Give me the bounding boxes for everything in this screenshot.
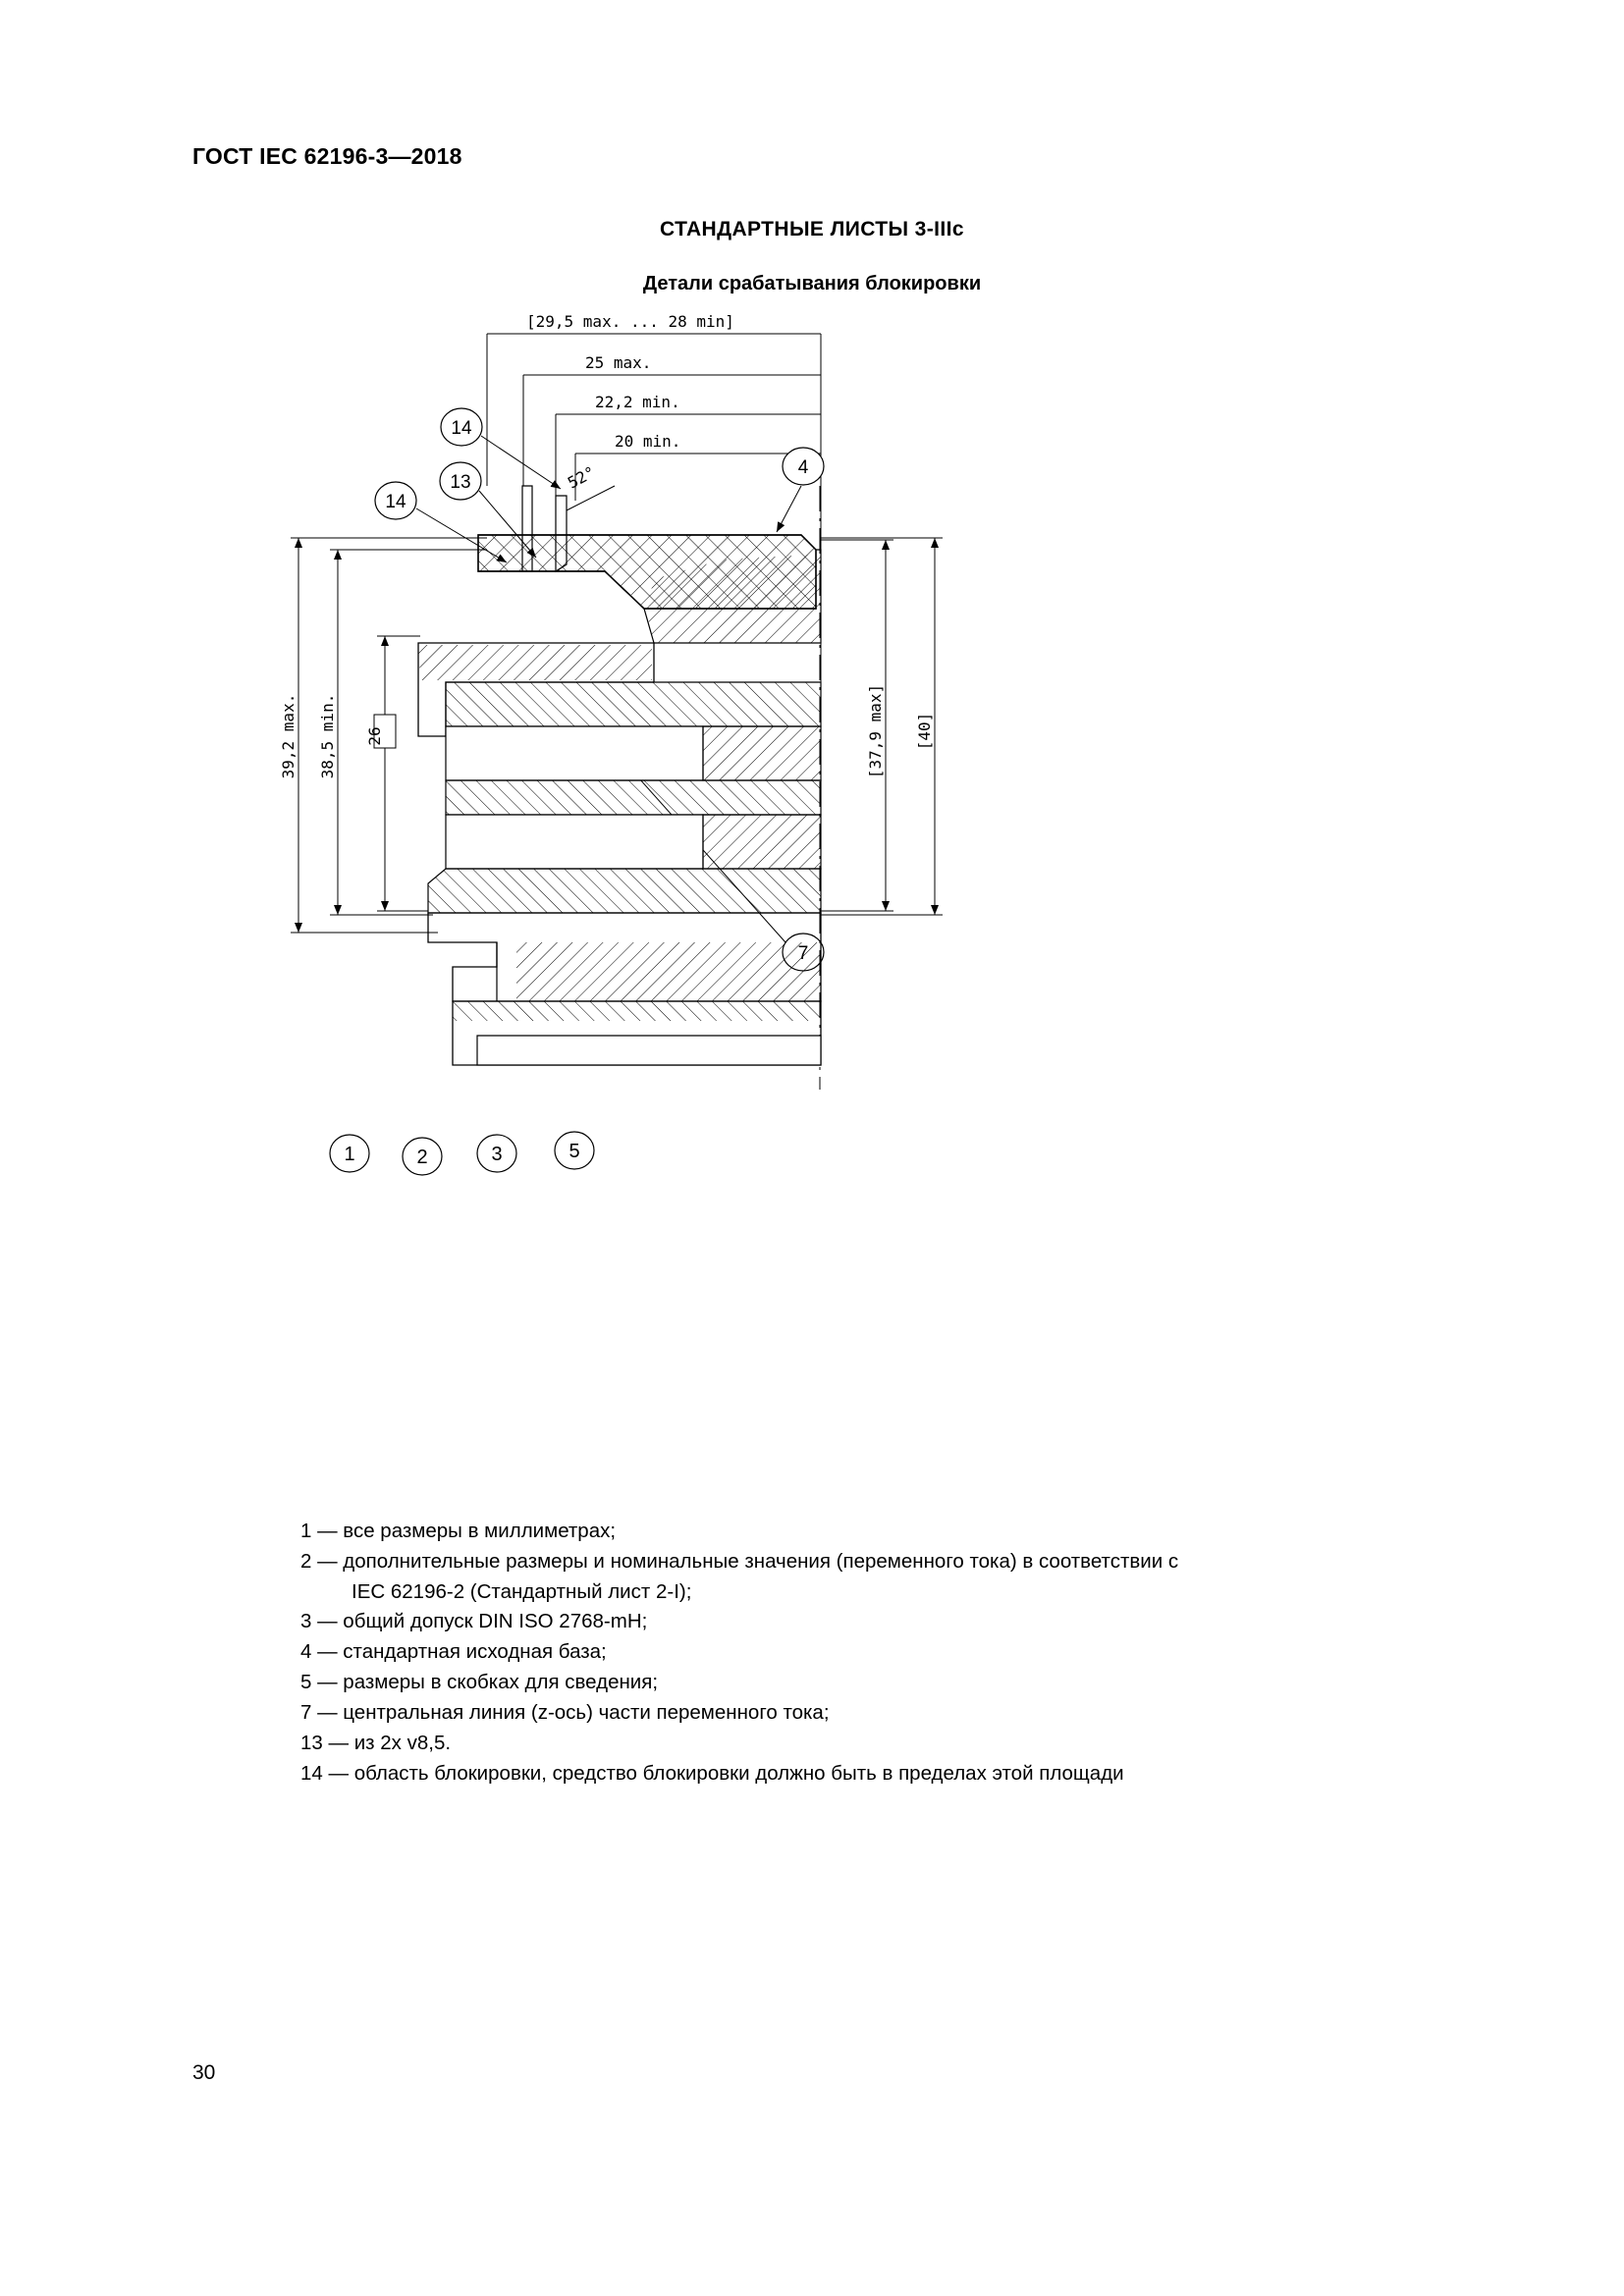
dimension-379 [821, 540, 893, 911]
dimension-label-379: [37,9 max] [866, 683, 885, 779]
note-key-3: 3 — [300, 1610, 344, 1632]
callout-4-label: 4 [797, 457, 809, 478]
pocket-2 [446, 815, 703, 869]
lower-step-hatch [516, 942, 821, 1001]
dimension-label-angle: 52° [564, 462, 599, 493]
drawing-svg [192, 314, 1432, 1492]
bottom-bubble-2 [403, 1138, 442, 1175]
note-text-3: общий допуск DIN ISO 2768-mH; [343, 1610, 648, 1632]
callout-14-upper-label: 14 [451, 418, 472, 439]
dimension-label-20: 20 min. [615, 432, 681, 451]
dimension-label-25: 25 max. [585, 353, 652, 372]
note-item-7 [300, 1698, 1430, 1728]
bottom-lip [477, 1036, 821, 1065]
note-key-1: 1 — [300, 1520, 344, 1542]
wall-band-1 [703, 726, 821, 780]
dimension-25 [523, 353, 821, 486]
note-text-14: область блокировки, средство блокировки должно быть в пределах этой площади [353, 1762, 1124, 1785]
sheet-title: СТАНДАРТНЫЕ ЛИСТЫ 3-IIIc [660, 218, 964, 240]
bottom-bubble-1 [330, 1135, 369, 1172]
note-text-13: из 2x v8,5. [353, 1732, 452, 1754]
bottom-bubble-2-label: 2 [416, 1147, 428, 1168]
assembly-section [389, 535, 821, 1090]
lower-band-1 [428, 869, 821, 913]
note-text-2-continued: IEC 62196-2 (Стандартный лист 2-I); [352, 1580, 692, 1603]
page-number: 30 [192, 2061, 216, 2084]
technical-drawing [192, 314, 1432, 1492]
note-text-7: центральная линия (z-ось) части переменного тока; [343, 1701, 830, 1724]
note-key-2: 2 — [300, 1550, 344, 1573]
dimension-label-top-bracket: [29,5 max. ... 28 min] [526, 314, 734, 331]
bottom-bubble-3-label: 3 [491, 1144, 503, 1165]
dimension-label-40: [40] [915, 712, 934, 751]
note-key-5: 5 — [300, 1671, 344, 1693]
dimension-angle-52 [565, 462, 615, 510]
note-text-5: размеры в скобках для сведения; [343, 1671, 659, 1693]
bottom-bubble-1-label: 1 [344, 1144, 355, 1165]
note-item-3 [300, 1607, 1430, 1636]
note-item-14 [300, 1759, 1430, 1789]
callout-4 [777, 448, 824, 532]
note-key-7: 7 — [300, 1701, 344, 1724]
note-item-13 [300, 1729, 1430, 1758]
dimension-label-385: 38,5 min. [318, 693, 337, 779]
bottom-block-hatch [453, 1001, 821, 1021]
bottom-bubble-5 [555, 1132, 594, 1169]
notes-list [300, 1517, 1430, 1789]
note-item-4 [300, 1637, 1430, 1667]
middle-band-2 [446, 780, 821, 815]
bottom-bubble-5-label: 5 [568, 1141, 580, 1162]
note-key-4: 4 — [300, 1640, 344, 1663]
wall-band-2 [703, 815, 821, 869]
note-text-4: стандартная исходная база; [343, 1640, 607, 1663]
note-item-5 [300, 1668, 1430, 1697]
dimension-label-26: 26 [365, 726, 384, 746]
dimension-label-222: 22,2 min. [595, 393, 680, 411]
callout-13-label: 13 [450, 472, 471, 493]
callout-14-left-label: 14 [385, 492, 406, 512]
note-item-2 [300, 1547, 1430, 1607]
dimension-label-392: 39,2 max. [279, 693, 298, 779]
sheet-subtitle: Детали срабатывания блокировки [642, 273, 982, 294]
note-text-1: все размеры в миллиметрах; [343, 1520, 617, 1542]
bottom-bubble-3 [477, 1135, 516, 1172]
note-key-13: 13 — [300, 1732, 354, 1754]
note-item-1 [300, 1517, 1430, 1546]
pocket-1 [446, 726, 703, 780]
note-text-2: дополнительные размеры и номинальные значения (переменного тока) в соответствии с [343, 1550, 1179, 1573]
page-header-standard: ГОСТ IEC 62196-3—2018 [192, 143, 462, 169]
middle-band-1 [446, 682, 821, 726]
note-key-14: 14 — [300, 1762, 354, 1785]
ledge-step-1-hatch [418, 645, 652, 680]
